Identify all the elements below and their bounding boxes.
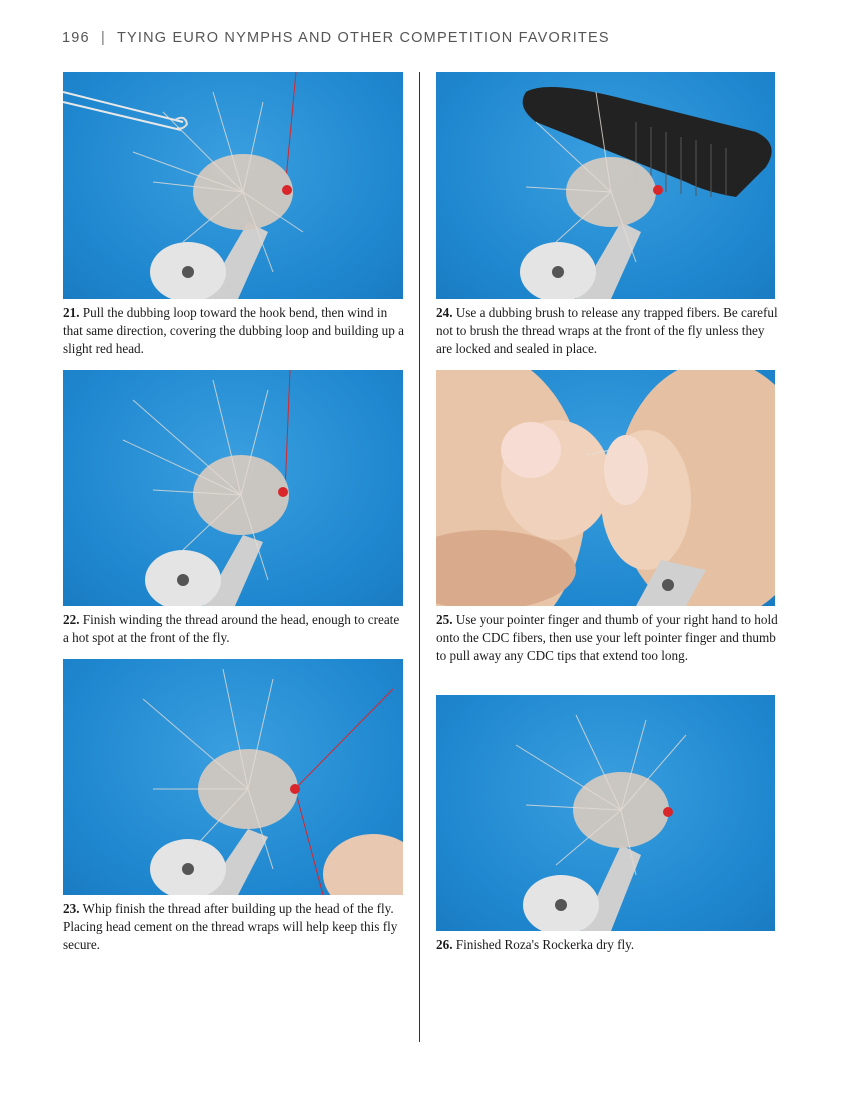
step-text: Finished Roza's Rockerka dry fly.: [455, 937, 635, 952]
step-number: 24.: [436, 305, 453, 320]
running-header: [62, 30, 610, 46]
column-divider: [419, 72, 420, 1042]
step-26-photo: [436, 695, 775, 931]
step-24-caption: [436, 304, 778, 358]
step-number: 21.: [63, 305, 80, 320]
step-22-photo: [63, 370, 403, 606]
step-text: Use a dubbing brush to release any trapped fibers. Be careful not to brush the thread wraps at the front of the fly unless they are locked and sealed in place.: [436, 305, 778, 356]
step-25-photo: [436, 370, 775, 606]
step-number: 23.: [63, 901, 80, 916]
step-text: Finish winding the thread around the head, enough to create a hot spot at the front of the fly.: [63, 612, 400, 645]
step-21-caption: [63, 304, 405, 358]
step-22-caption: [63, 611, 405, 647]
step-25-caption: [436, 611, 778, 665]
step-23-photo: [63, 659, 403, 895]
page-number: 196: [62, 30, 90, 46]
step-24-photo: [436, 72, 775, 299]
step-26-caption: [436, 936, 778, 954]
step-21-photo: [63, 72, 403, 299]
step-text: Pull the dubbing loop toward the hook bend, then wind in that same direction, covering the dubbing loop and building up a slight red head.: [63, 305, 404, 356]
step-text: Whip finish the thread after building up the head of the fly. Placing head cement on the thread wraps will help keep this fly secure.: [63, 901, 398, 952]
step-number: 26.: [436, 937, 453, 952]
step-number: 25.: [436, 612, 453, 627]
header-separator: |: [101, 30, 106, 46]
step-text: Use your pointer finger and thumb of your right hand to hold onto the CDC fibers, then use your left pointer finger and thumb to pull away any CDC tips that extend too long.: [436, 612, 778, 663]
chapter-title: TYING EURO NYMPHS AND OTHER COMPETITION FAVORITES: [116, 30, 610, 46]
step-23-caption: [63, 900, 405, 954]
step-number: 22.: [63, 612, 80, 627]
